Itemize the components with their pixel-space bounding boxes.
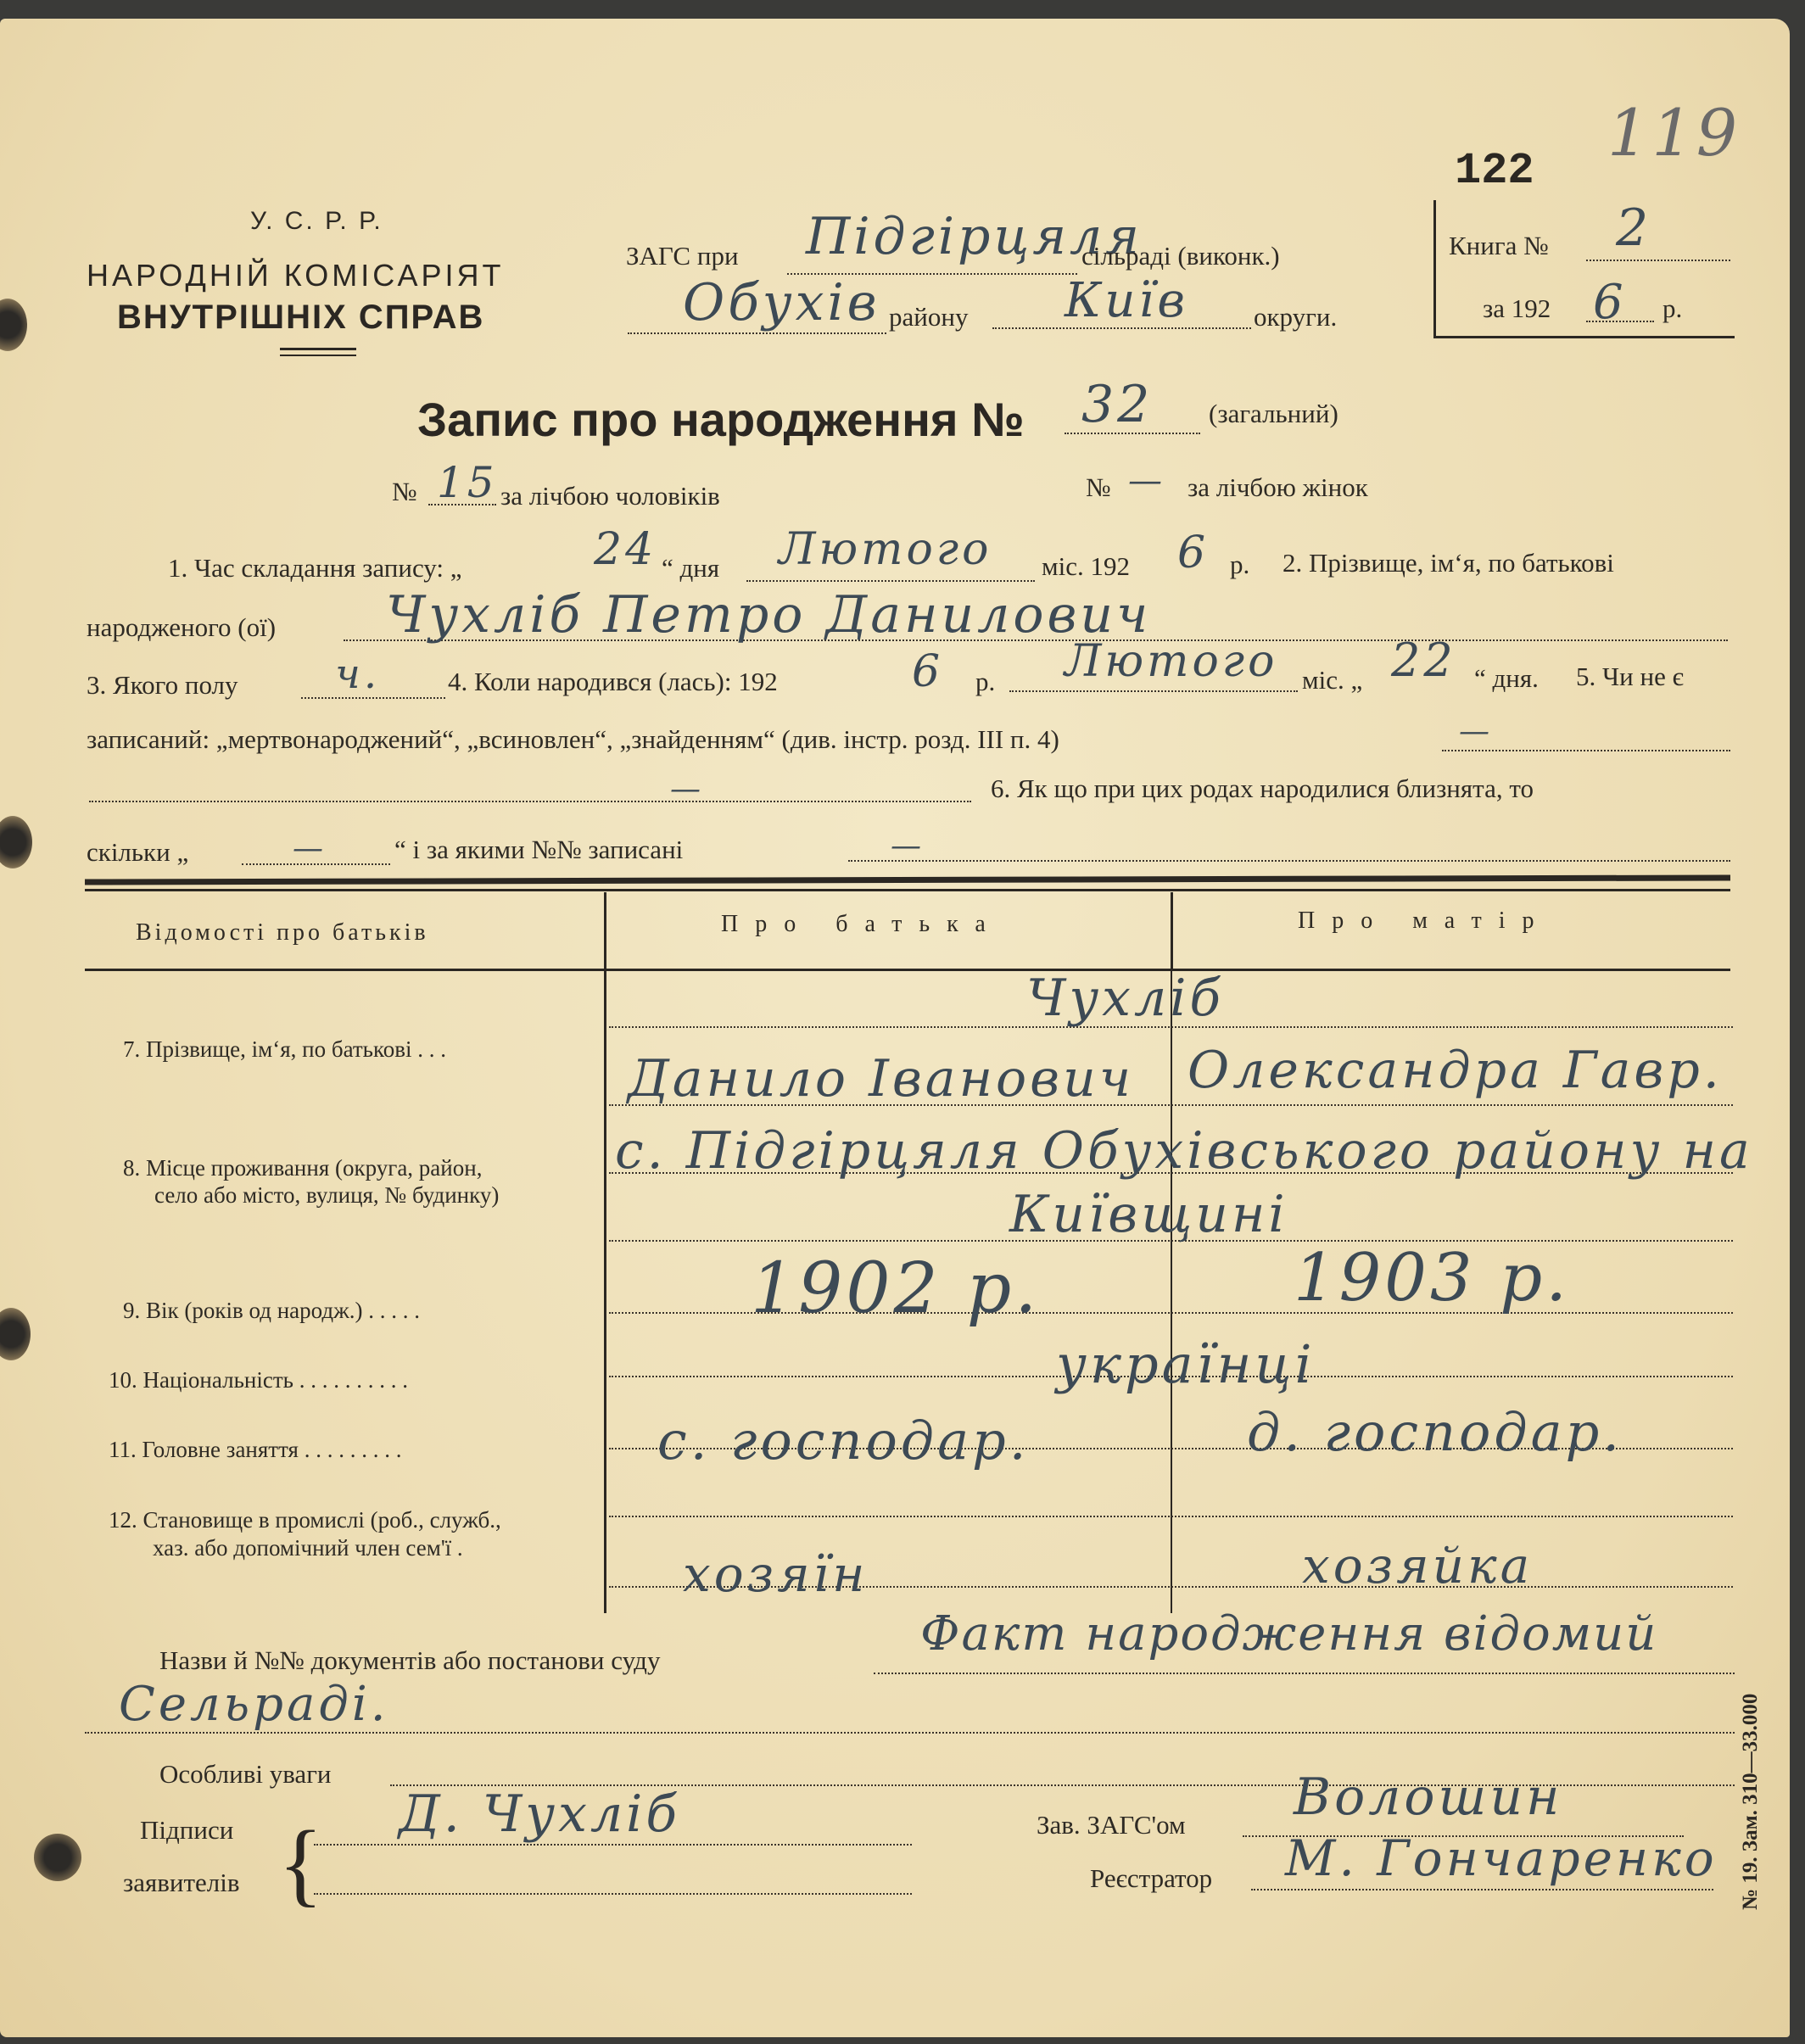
- zags-head-label: Зав. ЗАГС'ом: [1037, 1810, 1186, 1840]
- department-label: ВНУТРІШНІХ СПРАВ: [117, 299, 485, 336]
- zags-prefix: ЗАГС при: [626, 241, 739, 271]
- birth-month: Лютого: [1065, 636, 1278, 687]
- female-count-number: —: [1128, 461, 1165, 500]
- residence-line-1: с. Підгірцяля Обухівського району на: [615, 1121, 1753, 1181]
- document-sheet: [0, 19, 1790, 2037]
- field5-line: [1442, 750, 1730, 751]
- record-general-label: (загальний): [1209, 399, 1338, 428]
- print-code: № 19. Зам. 310—33.000: [1739, 1693, 1762, 1910]
- documents-value-2: Сельраді.: [119, 1677, 389, 1732]
- ussr-label: У. С. Р. Р.: [250, 207, 383, 235]
- birth-year-suffix: р.: [975, 667, 996, 696]
- row8-label: 8. Місце проживання (округа, район,: [123, 1155, 483, 1181]
- registrar-line: [1251, 1889, 1713, 1890]
- father-occupation: с. господар.: [657, 1410, 1030, 1472]
- documents-line-2: [85, 1732, 1735, 1734]
- applicant-signature: Д. Чухліб: [399, 1784, 680, 1844]
- table-top-rule: [85, 889, 1730, 891]
- field1-year-suffix: р.: [1230, 550, 1250, 579]
- documents-label: Назви й №№ документів або постанови суду: [159, 1645, 661, 1675]
- table-column-divider: [604, 969, 606, 1613]
- birth-month-label: міс. „: [1302, 665, 1363, 695]
- male-count-label: за лічбою чоловіків: [500, 481, 720, 511]
- archive-number-handwritten: 119: [1607, 95, 1741, 170]
- signature-line-2: [314, 1893, 912, 1895]
- row11-label: 11. Головне заняття . . . . . . . . .: [109, 1437, 402, 1462]
- mother-occupation: д. господар.: [1247, 1401, 1623, 1463]
- header-underline: [280, 355, 356, 356]
- nationality: українці: [1056, 1333, 1316, 1395]
- field1-year: 6: [1177, 528, 1210, 578]
- record-number: 32: [1081, 375, 1154, 434]
- table-header-parents: Відомості про батьків: [136, 919, 429, 946]
- row9-label: 9. Вік (років од народж.) . . . . .: [123, 1298, 420, 1323]
- punch-hole: [0, 816, 32, 868]
- father-name: Данило Іванович: [628, 1049, 1135, 1109]
- child-sex: ч.: [335, 651, 381, 698]
- field5-text: записаний: „мертвонароджений“, „всиновлен“, „знайденням“ (див. інстр. розд. III п. 4): [87, 724, 1059, 754]
- row12-label-cont: хаз. або допомічний член сем'ї .: [153, 1535, 463, 1561]
- row7-label: 7. Прізвище, ім‘я, по батькові . . .: [123, 1036, 446, 1062]
- field2-inline-label: 2. Прізвище, ім‘я, по батькові: [1282, 548, 1614, 578]
- row12-label: 12. Становище в промислі (роб., служб.,: [109, 1507, 501, 1533]
- field5-value: —: [1459, 714, 1493, 749]
- field1-day: 24: [594, 524, 657, 575]
- father-age: 1902 р.: [751, 1248, 1041, 1329]
- male-count-prefix: №: [392, 477, 417, 506]
- book-year-line: [1586, 321, 1654, 322]
- district-line: [628, 332, 886, 334]
- birth-month-line: [1009, 690, 1298, 692]
- punch-hole: [0, 1308, 31, 1360]
- field6-label: 6. Як що при цих родах народилися близнята, то: [991, 773, 1534, 803]
- registrar-signature: М. Гончаренко: [1285, 1829, 1718, 1887]
- twins-count-value: —: [293, 831, 327, 866]
- field6-blank-line: [89, 801, 971, 802]
- residence-line-2: Київщині: [1009, 1185, 1288, 1244]
- field1-day-label: “ дня: [662, 553, 720, 583]
- female-count-label: за лічбою жінок: [1188, 472, 1368, 502]
- male-count-number: 15: [437, 458, 498, 507]
- documents-line: [874, 1673, 1735, 1674]
- archive-number-printed: 122: [1455, 146, 1534, 196]
- table-header-rule: [85, 969, 1730, 971]
- okrug-label: округи.: [1254, 302, 1338, 332]
- field2-label: народженого (ої): [87, 612, 277, 642]
- row10-label: 10. Національність . . . . . . . . . .: [109, 1367, 408, 1393]
- twins-which-value: —: [891, 829, 925, 863]
- header-underline: [280, 348, 356, 350]
- birth-year-digit: 6: [912, 646, 944, 697]
- mother-status: хозяйка: [1302, 1537, 1534, 1594]
- zags-head-signature: Волошин: [1294, 1768, 1563, 1827]
- field1-month-label: міс. 192: [1042, 551, 1130, 581]
- twins-count-label: скільки „: [87, 837, 189, 867]
- book-year-prefix: за 192: [1483, 293, 1551, 323]
- signature-line-1: [314, 1844, 912, 1846]
- field4-label: 4. Коли народився (лась): 192: [448, 667, 778, 696]
- book-box-border: [1433, 200, 1436, 338]
- field1-month: Лютого: [779, 524, 992, 575]
- birth-day: 22: [1391, 634, 1456, 687]
- female-count-prefix: №: [1086, 472, 1111, 502]
- field5-inline-label: 5. Чи не є: [1576, 662, 1684, 691]
- book-box-border: [1433, 336, 1735, 338]
- commissariat-label: НАРОДНІЙ КОМІСАРІЯТ: [87, 258, 505, 293]
- field1-label: 1. Час складання запису: „: [168, 553, 462, 583]
- field6-dash: —: [670, 772, 704, 807]
- documents-value: Факт народження відомий: [920, 1606, 1658, 1661]
- table-row-line: [609, 1516, 1733, 1517]
- table-top-rule: [85, 874, 1730, 885]
- village-council-value: Підгірцяля: [806, 207, 1143, 266]
- okrug-value: Київ: [1065, 273, 1188, 328]
- signatures-label-cont: заявителів: [123, 1868, 240, 1897]
- twins-which-label: “ і за якими №№ записані: [394, 835, 684, 864]
- book-label: Книга №: [1449, 231, 1549, 260]
- table-header-mother: Про матір: [1298, 908, 1551, 934]
- remarks-label: Особливі уваги: [159, 1759, 332, 1789]
- village-council-label: сільраді (виконк.): [1081, 241, 1280, 271]
- signatures-brace: {: [278, 1812, 323, 1915]
- father-status: хозяїн: [683, 1545, 869, 1603]
- child-name: Чухліб Петро Данилович: [386, 585, 1152, 645]
- mother-name: Олександра Гавр.: [1188, 1041, 1723, 1100]
- book-number-line: [1586, 260, 1730, 261]
- book-year-suffix: р.: [1662, 293, 1683, 323]
- signatures-label: Підписи: [140, 1815, 234, 1845]
- row8-label-cont: село або місто, вулиця, № будинку): [154, 1182, 500, 1208]
- table-header-father: Про батька: [721, 911, 1003, 937]
- punch-hole: [34, 1834, 81, 1881]
- book-number: 2: [1616, 198, 1652, 258]
- registrar-label: Реєстратор: [1090, 1863, 1213, 1893]
- district-value: Обухів: [683, 273, 880, 332]
- table-column-divider: [604, 892, 606, 969]
- district-label: району: [889, 302, 969, 332]
- record-title: Запис про народження №: [417, 393, 1025, 446]
- book-year-digit: 6: [1593, 275, 1627, 330]
- field1-month-line: [746, 580, 1035, 582]
- twins-which-line: [848, 860, 1730, 862]
- mother-age: 1903 р.: [1294, 1240, 1571, 1316]
- parents-surname: Чухліб: [1026, 969, 1225, 1028]
- birth-day-label: “ дня.: [1474, 663, 1539, 693]
- table-column-divider: [1171, 892, 1173, 969]
- field3-label: 3. Якого полу: [87, 670, 238, 700]
- punch-hole: [0, 299, 27, 351]
